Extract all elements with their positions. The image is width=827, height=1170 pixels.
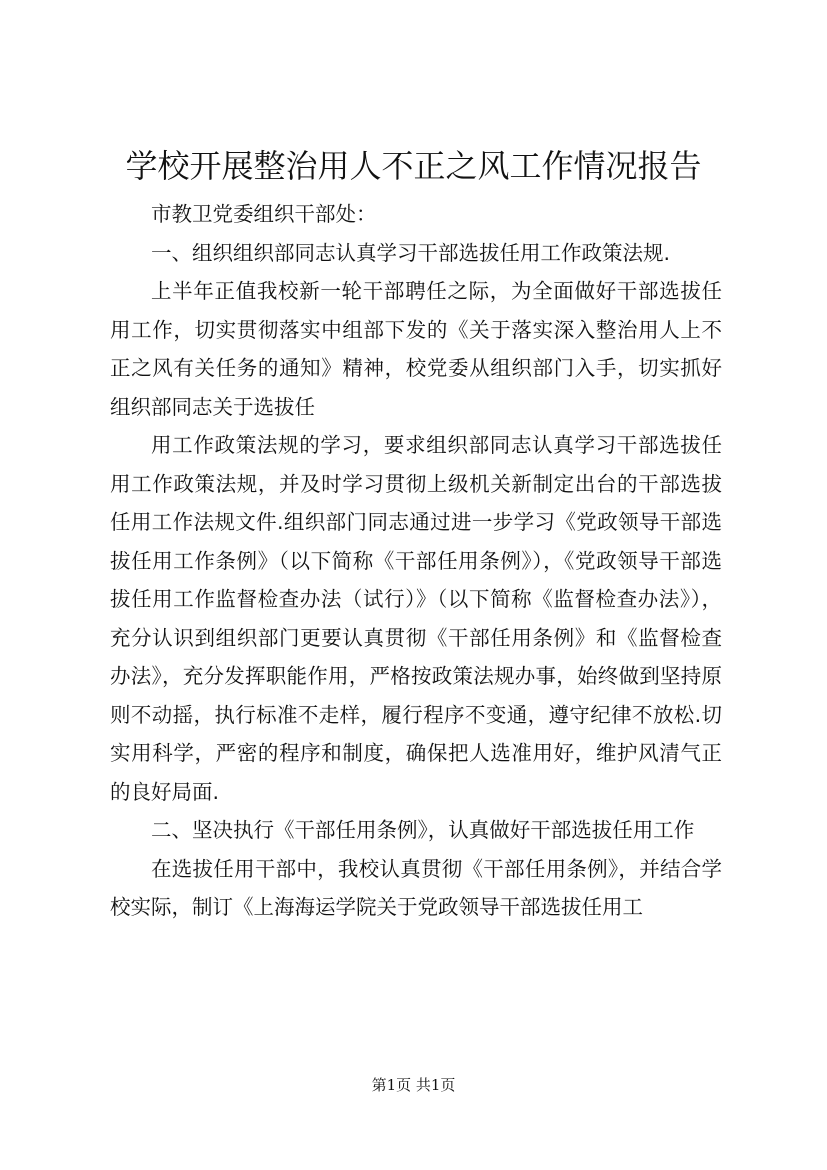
paragraph-section-1-heading: 一、组织组织部同志认真学习干部选拔任用工作政策法规. [151,240,671,265]
paragraph-salutation: 市教卫党委组织干部处： [151,202,377,226]
document-title: 学校开展整治用人不正之风工作情况报告 [125,147,702,185]
paragraph-1: 上半年正值我校新一轮干部聘任之际，为全面做好干部选拔任用工作，切实贯彻落实中组部下发的《关于落实深入整治用人上不正之风有关任务的通知》精神，校党委从组织部门入手，切实抓好组织部同志关于选拔任 [110,279,722,419]
document-body [110,195,722,927]
paragraph-section-2-heading: 二、坚决执行《干部任用条例》，认真做好干部选拔任用工作 [151,818,695,842]
paragraph-3: 在选拔任用干部中，我校认真贯彻《干部任用条例》，并结合学校实际，制订《上海海运学院关于党政领导干部选拔任用工 [110,856,722,919]
page-number-footer: 第1页 共1页 [371,1076,456,1094]
paragraph-2: 用工作政策法规的学习，要求组织部同志认真学习干部选拔任用工作政策法规，并及时学习贯彻上级机关新制定出台的干部选拔任用工作法规文件.组织部门同志通过进一步学习《党政领导干部选拔任用工作条例》（以下简称《干部任用条例》），《党政领导干部选拔任用工作监督检查办法（试行）》（以下简称《监督检查办法》），充分认识到组织部门更要认真贯彻《干部任用条例》和《监督检查办法》，充分发挥职能作用，严格按政策法规办事，始终做到坚持原则不动摇，执行标准不走样，履行程序不变通，遵守纪律不放松.切实用科学，严密的程序和制度，确保把人选准用好，维护风清气正的良好局面. [110,433,722,804]
